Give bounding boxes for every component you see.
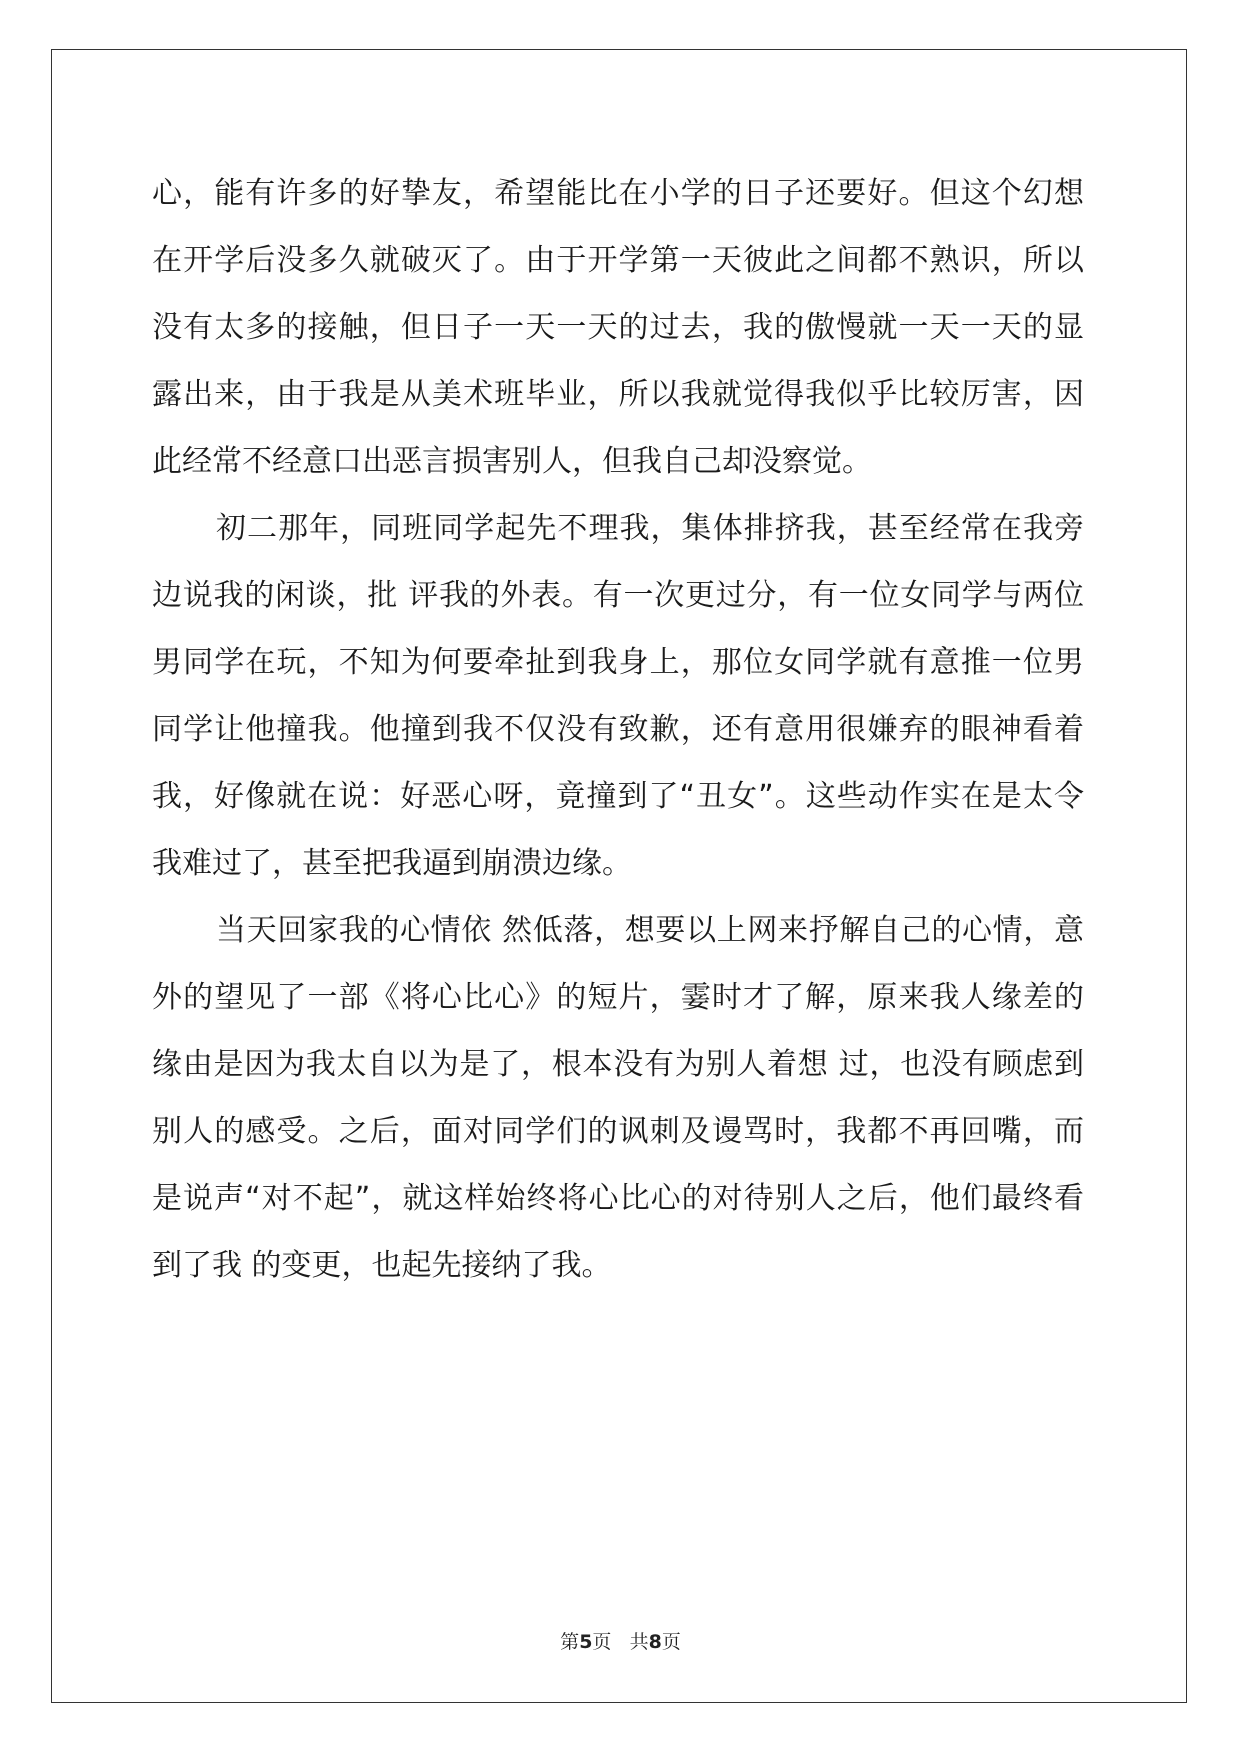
text-line: 初二那年，同班同学起先不理我，集体排挤我，甚至经常在我旁 (216, 511, 1084, 546)
text-line: 边说我的闲谈，批 评我的外表。有一次更过分，有一位女同学与两位 (152, 578, 1084, 613)
total-label-prefix: 共 (629, 1631, 649, 1653)
text-line: 缘由是因为我太自以为是了，根本没有为别人着想 过，也没有顾虑到 (152, 1047, 1084, 1082)
text-line: 此经常不经意口出恶言损害别人，但我自己却没察觉。 (152, 444, 872, 479)
text-line: 到了我 的变更，也起先接纳了我。 (152, 1248, 612, 1283)
text-line: 没有太多的接触，但日子一天一天的过去，我的傲慢就一天一天的显 (152, 310, 1084, 345)
page-footer (0, 1627, 1241, 1654)
text-line: 是说声“对不起”，就这样始终将心比心的对待别人之后，他们最终看 (152, 1181, 1084, 1216)
document-body (152, 160, 1084, 1299)
page-label-suffix: 页 (592, 1631, 612, 1653)
text-line: 露出来，由于我是从美术班毕业，所以我就觉得我似乎比较厉害，因 (152, 377, 1084, 412)
text-line: 外的望见了一部《将心比心》的短片，霎时才了解，原来我人缘差的 (152, 980, 1084, 1015)
text-line: 我难过了，甚至把我逼到崩溃边缘。 (152, 846, 632, 881)
paragraph (152, 897, 1084, 1299)
paragraph (152, 160, 1084, 495)
total-pages: 8 (648, 1631, 662, 1653)
text-line: 在开学后没多久就破灭了。由于开学第一天彼此之间都不熟识，所以 (152, 243, 1084, 278)
text-line: 当天回家我的心情依 然低落，想要以上网来抒解自己的心情，意 (216, 913, 1084, 948)
total-label-suffix: 页 (661, 1631, 681, 1653)
page-label-prefix: 第 (560, 1631, 580, 1653)
text-line: 男同学在玩，不知为何要牵扯到我身上，那位女同学就有意推一位男 (152, 645, 1084, 680)
text-line: 我，好像就在说：好恶心呀，竟撞到了“丑女”。这些动作实在是太令 (152, 779, 1084, 814)
text-line: 别人的感受。之后，面对同学们的讽刺及谩骂时，我都不再回嘴，而 (152, 1114, 1084, 1149)
paragraph (152, 495, 1084, 897)
page-number: 5 (579, 1631, 593, 1653)
text-line: 心，能有许多的好挚友，希望能比在小学的日子还要好。但这个幻想 (152, 176, 1084, 211)
text-line: 同学让他撞我。他撞到我不仅没有致歉，还有意用很嫌弃的眼神看着 (152, 712, 1084, 747)
